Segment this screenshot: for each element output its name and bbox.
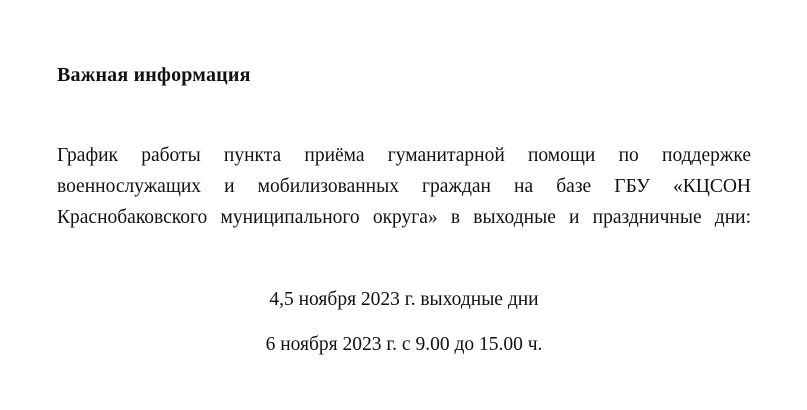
schedule-line: 4,5 ноября 2023 г. выходные дни xyxy=(269,289,539,310)
page-title: Важная информация xyxy=(57,64,251,87)
schedule-intro-paragraph: График работы пункта приёма гуманитарной помощи по поддержке военнослужащих и мобилизованных граждан на базе ГБУ «КЦСОН Краснобаковского муниципального округа» в выходные и праздничные дни: xyxy=(57,145,751,228)
schedule-lines xyxy=(57,284,751,360)
schedule-line: 6 ноября 2023 г. с 9.00 до 15.00 ч. xyxy=(265,334,543,355)
document-body xyxy=(57,140,751,360)
